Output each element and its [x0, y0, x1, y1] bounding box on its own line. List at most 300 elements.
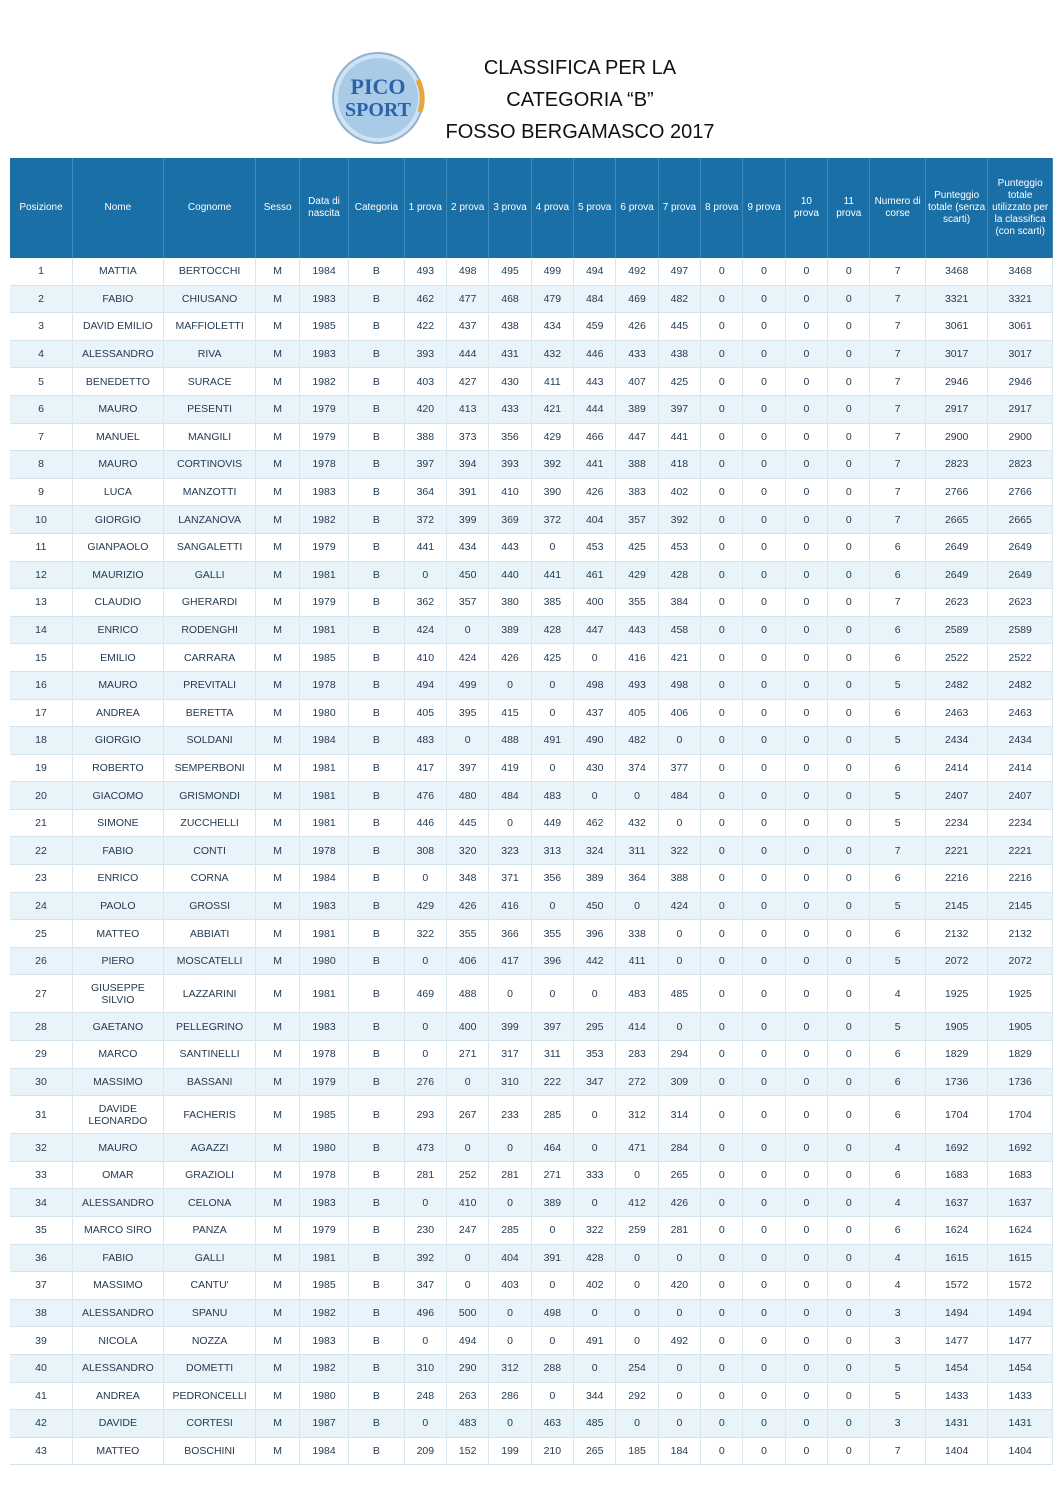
table-cell: 0	[743, 561, 785, 589]
table-cell: 426	[616, 313, 658, 341]
table-cell: 0	[701, 589, 743, 617]
table-cell: 7	[870, 451, 925, 479]
table-cell: 6	[870, 920, 925, 948]
table-cell: 1736	[925, 1068, 988, 1096]
table-cell: B	[349, 368, 404, 396]
table-cell: 498	[658, 671, 700, 699]
table-row	[10, 423, 1053, 451]
table-cell: 0	[828, 1354, 870, 1382]
table-cell: 402	[658, 478, 700, 506]
table-cell: LUCA	[73, 478, 164, 506]
table-cell: FABIO	[73, 1244, 164, 1272]
table-cell: 2463	[925, 699, 988, 727]
table-cell: 0	[743, 727, 785, 755]
table-cell: SANGALETTI	[163, 533, 256, 561]
table-cell: B	[349, 423, 404, 451]
table-cell: 267	[447, 1096, 489, 1134]
table-cell: 0	[785, 920, 827, 948]
table-cell: 34	[10, 1189, 73, 1217]
table-cell: 411	[616, 947, 658, 975]
column-header: Punteggio totale utilizzato per la classifica (con scarti)	[988, 158, 1053, 258]
table-cell: 0	[743, 920, 785, 948]
table-cell: 0	[785, 478, 827, 506]
table-cell: 0	[785, 644, 827, 672]
table-cell: M	[256, 865, 299, 893]
table-cell: 281	[489, 1161, 531, 1189]
table-row	[10, 1327, 1053, 1355]
table-cell: 184	[658, 1437, 700, 1465]
table-cell: DOMETTI	[163, 1354, 256, 1382]
table-cell: LANZANOVA	[163, 506, 256, 534]
table-cell: B	[349, 1244, 404, 1272]
table-row	[10, 451, 1053, 479]
table-cell: 438	[658, 340, 700, 368]
table-cell: 5	[870, 809, 925, 837]
table-cell: 1736	[988, 1068, 1053, 1096]
table-cell: 5	[870, 892, 925, 920]
table-cell: 0	[785, 809, 827, 837]
table-cell: B	[349, 1189, 404, 1217]
table-cell: 31	[10, 1096, 73, 1134]
table-cell: 2072	[988, 947, 1053, 975]
table-cell: 3	[870, 1299, 925, 1327]
table-cell: 247	[447, 1217, 489, 1245]
table-cell: 6	[870, 616, 925, 644]
table-cell: 0	[743, 451, 785, 479]
table-cell: B	[349, 1013, 404, 1041]
table-cell: 388	[404, 423, 446, 451]
table-cell: MAFFIOLETTI	[163, 313, 256, 341]
table-cell: 1983	[299, 1013, 348, 1041]
table-cell: 498	[531, 1299, 573, 1327]
table-cell: 1	[10, 258, 73, 285]
table-cell: 27	[10, 975, 73, 1013]
table-cell: 366	[489, 920, 531, 948]
table-cell: 0	[743, 1189, 785, 1217]
table-cell: M	[256, 920, 299, 948]
table-cell: 1983	[299, 340, 348, 368]
table-row	[10, 478, 1053, 506]
table-cell: 0	[828, 561, 870, 589]
table-cell: 1683	[925, 1161, 988, 1189]
table-cell: 480	[447, 782, 489, 810]
table-cell: 389	[489, 616, 531, 644]
table-cell: 0	[828, 1134, 870, 1162]
table-cell: 0	[489, 1299, 531, 1327]
table-cell: DAVIDE LEONARDO	[73, 1096, 164, 1134]
table-cell: 6	[870, 1161, 925, 1189]
table-cell: 0	[785, 1437, 827, 1465]
table-cell: BOSCHINI	[163, 1437, 256, 1465]
table-cell: 0	[785, 395, 827, 423]
table-cell: 400	[447, 1013, 489, 1041]
table-cell: 430	[574, 754, 616, 782]
table-cell: 0	[701, 313, 743, 341]
table-cell: B	[349, 340, 404, 368]
table-cell: 364	[404, 478, 446, 506]
table-cell: 13	[10, 589, 73, 617]
table-cell: FACHERIS	[163, 1096, 256, 1134]
table-cell: 1982	[299, 368, 348, 396]
table-cell: 2522	[925, 644, 988, 672]
column-header: 5 prova	[574, 158, 616, 258]
table-cell: 410	[404, 644, 446, 672]
table-cell: 3321	[988, 285, 1053, 313]
table-cell: 0	[658, 727, 700, 755]
table-cell: 0	[785, 285, 827, 313]
table-cell: CANTU'	[163, 1272, 256, 1300]
table-cell: 0	[447, 1244, 489, 1272]
table-cell: 355	[616, 589, 658, 617]
table-cell: 0	[828, 285, 870, 313]
column-header: 8 prova	[701, 158, 743, 258]
table-cell: 12	[10, 561, 73, 589]
table-cell: 0	[658, 1382, 700, 1410]
table-cell: 2522	[988, 644, 1053, 672]
table-cell: 496	[404, 1299, 446, 1327]
table-cell: 1982	[299, 1299, 348, 1327]
table-cell: 0	[743, 1272, 785, 1300]
table-cell: 391	[447, 478, 489, 506]
table-cell: CONTI	[163, 837, 256, 865]
title-line-3: FOSSO BERGAMASCO 2017	[445, 121, 715, 143]
table-cell: 1983	[299, 1327, 348, 1355]
table-cell: GALLI	[163, 561, 256, 589]
table-cell: 3061	[925, 313, 988, 341]
pico-sport-logo	[330, 50, 426, 146]
table-cell: MANGILI	[163, 423, 256, 451]
table-cell: M	[256, 1134, 299, 1162]
table-cell: 233	[489, 1096, 531, 1134]
table-cell: 453	[658, 533, 700, 561]
table-cell: 447	[616, 423, 658, 451]
table-cell: 434	[447, 533, 489, 561]
table-cell: 4	[870, 1134, 925, 1162]
table-cell: 0	[404, 1410, 446, 1438]
table-cell: 41	[10, 1382, 73, 1410]
table-cell: 1454	[988, 1354, 1053, 1382]
table-cell: 426	[447, 892, 489, 920]
table-cell: 6	[870, 644, 925, 672]
table-cell: 0	[616, 1244, 658, 1272]
column-header: Data di nascita	[299, 158, 348, 258]
table-cell: 357	[616, 506, 658, 534]
table-cell: 404	[574, 506, 616, 534]
table-cell: 1704	[988, 1096, 1053, 1134]
table-cell: B	[349, 1041, 404, 1069]
table-cell: 6	[870, 1068, 925, 1096]
table-cell: 372	[531, 506, 573, 534]
table-cell: B	[349, 837, 404, 865]
table-cell: 42	[10, 1410, 73, 1438]
table-cell: 416	[616, 644, 658, 672]
table-cell: 1985	[299, 644, 348, 672]
table-cell: 0	[701, 1041, 743, 1069]
table-cell: 0	[743, 423, 785, 451]
table-cell: SURACE	[163, 368, 256, 396]
table-cell: 393	[404, 340, 446, 368]
table-cell: GHERARDI	[163, 589, 256, 617]
table-cell: 0	[743, 258, 785, 285]
column-header: 10 prova	[785, 158, 827, 258]
table-cell: 0	[743, 782, 785, 810]
table-row	[10, 1134, 1053, 1162]
table-cell: 0	[404, 1327, 446, 1355]
table-cell: 420	[658, 1272, 700, 1300]
table-cell: 459	[574, 313, 616, 341]
table-cell: 1979	[299, 423, 348, 451]
table-cell: 0	[743, 837, 785, 865]
table-cell: 0	[828, 699, 870, 727]
table-cell: 1984	[299, 865, 348, 893]
table-cell: 2823	[988, 451, 1053, 479]
table-cell: 0	[574, 1354, 616, 1382]
table-cell: B	[349, 561, 404, 589]
table-cell: 0	[828, 920, 870, 948]
table-cell: 389	[574, 865, 616, 893]
table-row	[10, 1410, 1053, 1438]
table-cell: 0	[743, 589, 785, 617]
page-title	[420, 52, 740, 148]
table-cell: 9	[10, 478, 73, 506]
table-cell: 421	[658, 644, 700, 672]
table-cell: 259	[616, 1217, 658, 1245]
table-cell: BENEDETTO	[73, 368, 164, 396]
table-cell: 0	[701, 837, 743, 865]
table-cell: 498	[447, 258, 489, 285]
table-cell: 1905	[925, 1013, 988, 1041]
table-cell: MOSCATELLI	[163, 947, 256, 975]
table-cell: 18	[10, 727, 73, 755]
table-cell: 1979	[299, 1217, 348, 1245]
table-cell: 473	[404, 1134, 446, 1162]
table-cell: 0	[785, 1041, 827, 1069]
table-cell: NICOLA	[73, 1327, 164, 1355]
table-cell: B	[349, 1437, 404, 1465]
table-cell: 2463	[988, 699, 1053, 727]
table-cell: 0	[531, 1272, 573, 1300]
table-cell: 403	[404, 368, 446, 396]
table-cell: B	[349, 285, 404, 313]
table-cell: 0	[785, 865, 827, 893]
table-cell: 1829	[925, 1041, 988, 1069]
table-cell: 492	[616, 258, 658, 285]
table-cell: 1637	[988, 1189, 1053, 1217]
table-cell: 0	[743, 1041, 785, 1069]
table-cell: 1692	[988, 1134, 1053, 1162]
table-cell: MAURO	[73, 671, 164, 699]
table-cell: 0	[447, 616, 489, 644]
table-cell: NOZZA	[163, 1327, 256, 1355]
table-cell: 308	[404, 837, 446, 865]
table-cell: PREVITALI	[163, 671, 256, 699]
table-cell: 420	[404, 395, 446, 423]
table-cell: 284	[658, 1134, 700, 1162]
column-header: Posizione	[10, 158, 73, 258]
table-cell: ALESSANDRO	[73, 340, 164, 368]
table-cell: 1433	[925, 1382, 988, 1410]
table-cell: 1987	[299, 1410, 348, 1438]
table-cell: 492	[658, 1327, 700, 1355]
table-cell: 466	[574, 423, 616, 451]
table-cell: 394	[447, 451, 489, 479]
table-cell: 0	[828, 616, 870, 644]
table-cell: B	[349, 1382, 404, 1410]
table-cell: 5	[870, 947, 925, 975]
table-cell: 1983	[299, 478, 348, 506]
table-cell: 20	[10, 782, 73, 810]
table-row	[10, 671, 1053, 699]
table-cell: B	[349, 782, 404, 810]
table-cell: 0	[701, 782, 743, 810]
table-cell: 271	[531, 1161, 573, 1189]
table-cell: M	[256, 285, 299, 313]
table-cell: 0	[701, 1327, 743, 1355]
table-cell: 0	[489, 1189, 531, 1217]
table-cell: LAZZARINI	[163, 975, 256, 1013]
table-cell: B	[349, 1134, 404, 1162]
table-cell: M	[256, 837, 299, 865]
table-cell: 1980	[299, 1134, 348, 1162]
table-cell: 433	[616, 340, 658, 368]
table-cell: 0	[574, 1299, 616, 1327]
table-cell: 7	[870, 368, 925, 396]
table-cell: 0	[574, 1096, 616, 1134]
table-cell: 0	[828, 947, 870, 975]
table-cell: CELONA	[163, 1189, 256, 1217]
table-cell: 396	[531, 947, 573, 975]
table-row	[10, 782, 1053, 810]
table-cell: 389	[531, 1189, 573, 1217]
table-cell: 2072	[925, 947, 988, 975]
table-cell: 414	[616, 1013, 658, 1041]
table-cell: 0	[785, 451, 827, 479]
table-cell: 0	[743, 506, 785, 534]
table-cell: 444	[447, 340, 489, 368]
table-cell: 1984	[299, 258, 348, 285]
table-cell: 0	[701, 395, 743, 423]
table-cell: SOLDANI	[163, 727, 256, 755]
table-cell: B	[349, 892, 404, 920]
table-cell: 416	[489, 892, 531, 920]
table-cell: B	[349, 1354, 404, 1382]
table-cell: B	[349, 671, 404, 699]
table-cell: 397	[447, 754, 489, 782]
table-cell: 469	[404, 975, 446, 1013]
table-cell: 0	[701, 423, 743, 451]
table-cell: 0	[828, 1189, 870, 1217]
table-cell: B	[349, 1161, 404, 1189]
table-cell: 0	[701, 1134, 743, 1162]
table-cell: 395	[447, 699, 489, 727]
table-cell: 0	[574, 975, 616, 1013]
table-cell: GRISMONDI	[163, 782, 256, 810]
table-cell: 0	[828, 1096, 870, 1134]
table-cell: 1981	[299, 754, 348, 782]
table-cell: 0	[785, 1013, 827, 1041]
table-cell: 464	[531, 1134, 573, 1162]
table-cell: 33	[10, 1161, 73, 1189]
table-cell: M	[256, 313, 299, 341]
table-row	[10, 1096, 1053, 1134]
table-cell: 483	[616, 975, 658, 1013]
table-cell: 407	[616, 368, 658, 396]
table-cell: 440	[489, 561, 531, 589]
table-cell: 0	[785, 1244, 827, 1272]
table-row	[10, 589, 1053, 617]
table-cell: 0	[785, 892, 827, 920]
table-cell: GIUSEPPE SILVIO	[73, 975, 164, 1013]
table-cell: 392	[531, 451, 573, 479]
table-cell: 0	[701, 920, 743, 948]
table-cell: M	[256, 1096, 299, 1134]
table-cell: 450	[574, 892, 616, 920]
table-cell: 2221	[988, 837, 1053, 865]
table-cell: 400	[574, 589, 616, 617]
table-cell: 488	[489, 727, 531, 755]
table-cell: 7	[870, 589, 925, 617]
table-cell: CORNA	[163, 865, 256, 893]
table-cell: 313	[531, 837, 573, 865]
table-cell: 0	[785, 1327, 827, 1355]
table-cell: 0	[743, 1382, 785, 1410]
table-cell: 7	[870, 837, 925, 865]
table-cell: M	[256, 533, 299, 561]
table-cell: SANTINELLI	[163, 1041, 256, 1069]
table-cell: M	[256, 1327, 299, 1355]
table-cell: CORTINOVIS	[163, 451, 256, 479]
table-cell: 0	[658, 1354, 700, 1382]
table-cell: 494	[404, 671, 446, 699]
table-cell: B	[349, 727, 404, 755]
table-cell: 7	[870, 395, 925, 423]
table-header	[10, 158, 1053, 258]
table-cell: 428	[531, 616, 573, 644]
table-cell: 5	[870, 727, 925, 755]
table-cell: 355	[531, 920, 573, 948]
table-cell: GAETANO	[73, 1013, 164, 1041]
table-cell: 1983	[299, 1189, 348, 1217]
table-cell: 458	[658, 616, 700, 644]
table-cell: B	[349, 1068, 404, 1096]
table-cell: SEMPERBONI	[163, 754, 256, 782]
table-cell: GALLI	[163, 1244, 256, 1272]
table-cell: BERETTA	[163, 699, 256, 727]
table-cell: 399	[447, 506, 489, 534]
table-cell: OMAR	[73, 1161, 164, 1189]
table-cell: 0	[785, 727, 827, 755]
table-cell: 0	[701, 754, 743, 782]
table-cell: 347	[574, 1068, 616, 1096]
table-cell: 403	[489, 1272, 531, 1300]
table-cell: 412	[616, 1189, 658, 1217]
table-cell: 272	[616, 1068, 658, 1096]
table-cell: 443	[616, 616, 658, 644]
table-cell: 1978	[299, 1161, 348, 1189]
table-cell: 483	[404, 727, 446, 755]
table-cell: 0	[785, 340, 827, 368]
table-cell: 252	[447, 1161, 489, 1189]
table-row	[10, 285, 1053, 313]
column-header: 7 prova	[658, 158, 700, 258]
table-cell: BERTOCCHI	[163, 258, 256, 285]
table-cell: 0	[743, 892, 785, 920]
table-cell: 281	[658, 1217, 700, 1245]
table-body	[10, 258, 1053, 1465]
table-cell: 295	[574, 1013, 616, 1041]
table-cell: 2665	[988, 506, 1053, 534]
table-row	[10, 920, 1053, 948]
